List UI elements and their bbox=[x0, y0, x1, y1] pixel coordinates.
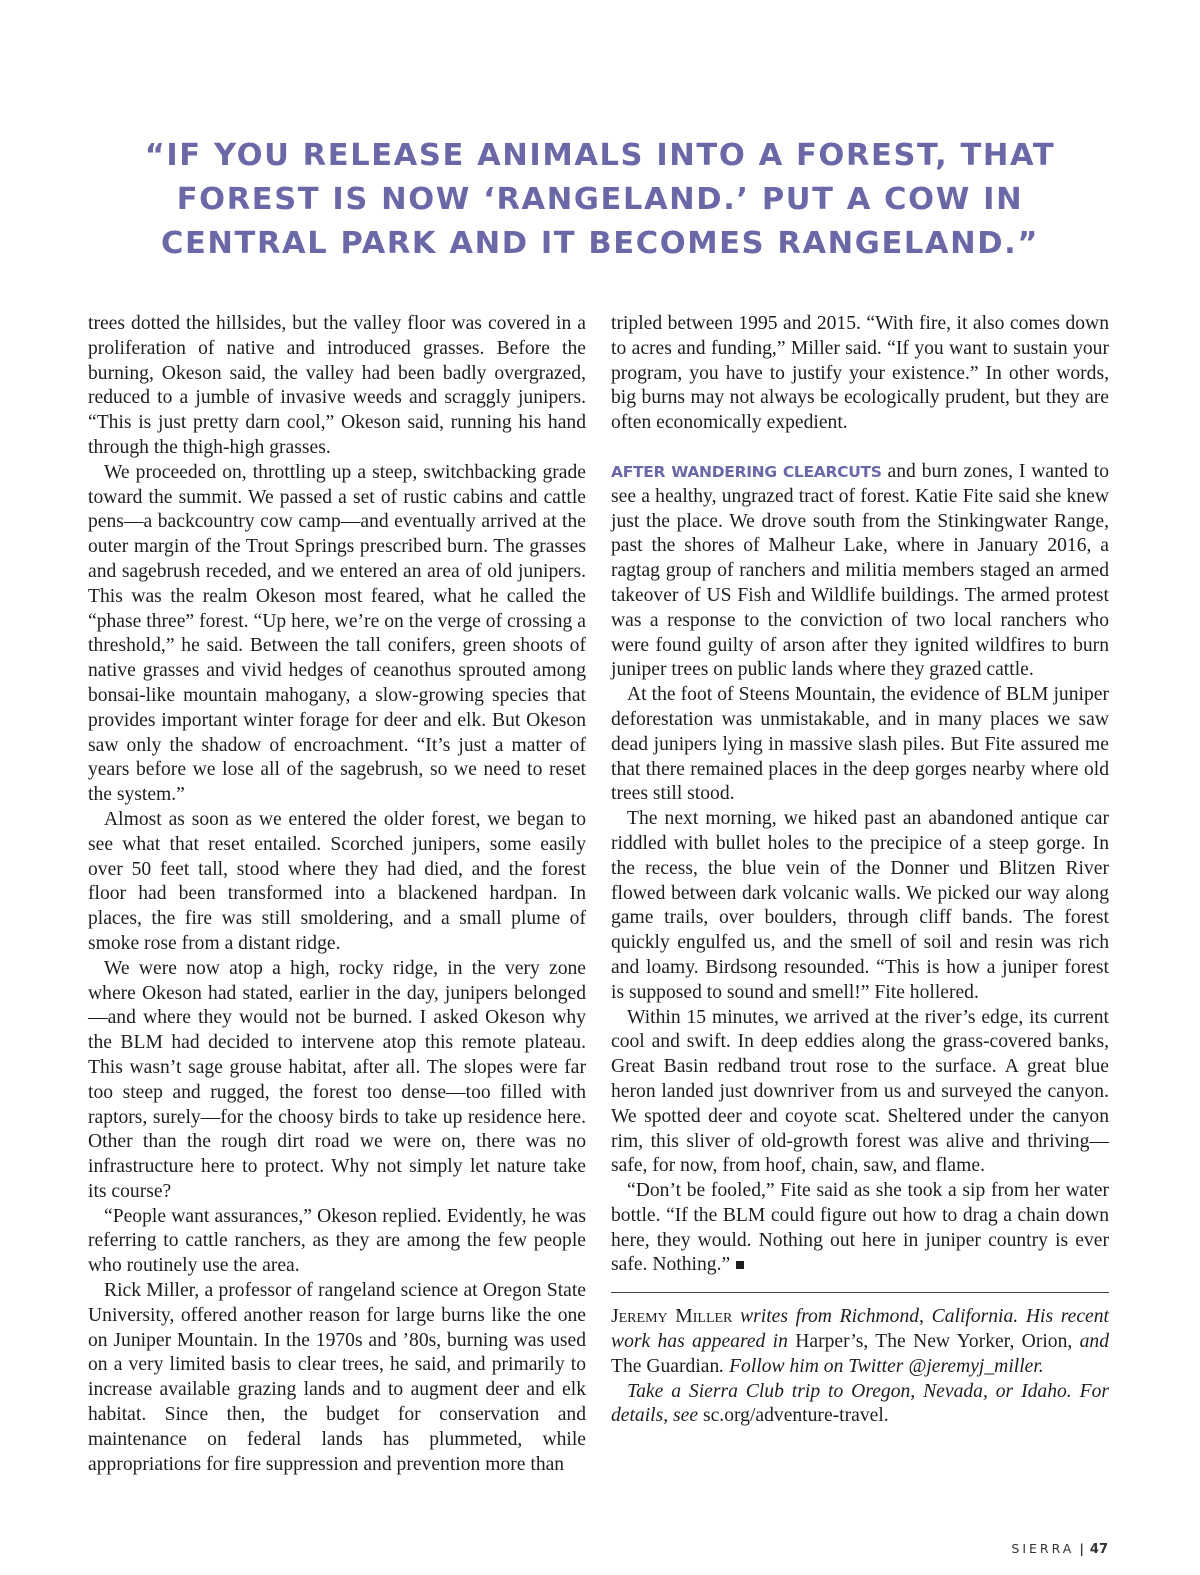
closing-text: “Don’t be fooled,” Fite said as she took a sip from her water bottle. “If the BLM could figure out how to drag a chain down here, they would. Nothing out here in juniper country is ever safe. Nothing.” bbox=[611, 1180, 1109, 1276]
article-column-right bbox=[611, 312, 1109, 1429]
bio-text: , and bbox=[1067, 1331, 1110, 1353]
body-paragraph: We proceeded on, throttling up a steep, switchbacking grade toward the summit. We passed a set of rustic cabins and cattle pens—a backcountry cow camp—and eventually arrived at the outer margin of the Trout Springs prescribed burn. The grasses and sagebrush receded, and we entered an area of old junipers. This was the realm Okeson most feared, what he called the “phase three” forest. “Up here, we’re on the verge of crossing a threshold,” he said. Between the tall conifers, green shoots of native grasses and vivid hedges of ceanothus sprouted among bonsai-like mountain mahogany, a slow-growing species that provides important winter forage for deer and elk. But Okeson saw only the shadow of encroachment. “It’s just a matter of years before we lose all of the sagebrush, so we need to reset the system.” bbox=[88, 461, 586, 806]
publication: The New Yorker bbox=[875, 1331, 1010, 1353]
bio-text: writes from Richmond, California. His recent work has appeared in bbox=[611, 1306, 1109, 1353]
bio-divider bbox=[611, 1292, 1109, 1293]
closing-paragraph bbox=[611, 1179, 1109, 1278]
body-paragraph: Rick Miller, a professor of rangeland science at Oregon State University, offered another reason for large burns like the one on Juniper Mountain. In the 1970s and ’80s, burning was used on a very limited basis to clear trees, he said, and primarily to increase available grazing lands and to augment deer and elk habitat. Since then, the budget for conservation and maintenance on federal lands has plummeted, while appropriations for fire suppression and prevention more than bbox=[88, 1280, 586, 1475]
pull-quote-line: FOREST IS NOW ‘RANGELAND.’ PUT A COW IN bbox=[176, 182, 1024, 217]
body-paragraph: We were now atop a high, rocky ridge, in the very zone where Okeson had stated, earlier in the day, junipers belonged—and where they would not be burned. I asked Okeson why the BLM had decided to intervene atop this remote plateau. This wasn’t sage grouse habitat, after all. The slopes were far too steep and rugged, the forest too dense—too filled with raptors, surely—for the choosy birds to take up residence here. Other than the rough dirt road we were on, there was no infrastructure here to protect. Why not simply let nature take its course? bbox=[88, 957, 586, 1202]
trip-promo bbox=[611, 1380, 1109, 1430]
section-lead-in: AFTER WANDERING CLEARCUTS bbox=[611, 462, 882, 481]
pull-quote bbox=[100, 134, 1100, 266]
body-paragraph: “People want assurances,” Okeson replied. Evidently, he was referring to cattle ranchers, as they are among the few people who routinely use the area. bbox=[88, 1205, 586, 1277]
bio-paragraph bbox=[611, 1305, 1109, 1379]
pull-quote-line: CENTRAL PARK AND IT BECOMES RANGELAND.” bbox=[161, 226, 1039, 261]
bio-separator: , bbox=[1009, 1331, 1022, 1353]
body-paragraph: Almost as soon as we entered the older forest, we began to see what that reset entailed. Scorched junipers, some easily over 50 feet tall, stood where they had died, and the forest floor had been transformed into a blackened hardpan. In places, the fire was still smoldering, and a small plume of smoke rose from a distant ridge. bbox=[88, 808, 586, 954]
section-body: and burn zones, I wanted to see a healthy, ungrazed tract of forest. Katie Fite said she knew just the place. We drove south from the Stinkingwater Range, past the shores of Malheur Lake, where in January 2016, a ragtag group of ranchers and militia members staged an armed takeover of US Fish and Wildlife buildings. The armed protest was a response to the conviction of two local ranchers who were found guilty of arson after they ignited wildfires to burn juniper trees on public lands where they grazed cattle. bbox=[611, 460, 1109, 681]
body-paragraph: The next morning, we hiked past an abandoned antique car riddled with bullet holes to the precipice of a steep gorge. In the recess, the blue vein of the Donner und Blitzen River flowed between dark volcanic walls. We picked our way along game trails, over boulders, through cliff bands. The forest quickly engulfed us, and the smell of soil and resin was rich and loamy. Birdsong resounded. “This is how a juniper forest is supposed to sound and smell!” Fite hollered. bbox=[611, 808, 1109, 1003]
footer-separator: | bbox=[1079, 1541, 1084, 1556]
body-paragraph: Within 15 minutes, we arrived at the river’s edge, its current cool and swift. In deep eddies along the grass-covered banks, Great Basin redband trout rose to the surface. A great blue heron landed just downriver from us and surveyed the canyon. We spotted deer and coyote scat. Sheltered under the canyon rim, this sliver of old-growth forest was alive and thriving—safe, for now, from hoof, chain, saw, and flame. bbox=[611, 1006, 1109, 1177]
author-name: Jeremy Miller bbox=[611, 1306, 733, 1328]
publication: Orion bbox=[1021, 1331, 1068, 1353]
publication: Harper’s bbox=[795, 1331, 864, 1353]
trip-promo-text: Take a Sierra Club trip to Oregon, Nevada, or Idaho. For details, see bbox=[611, 1380, 1109, 1427]
page-footer bbox=[1011, 1541, 1108, 1557]
body-paragraph: tripled between 1995 and 2015. “With fire, it also comes down to acres and funding,” Miller said. “If you want to sustain your program, you have to justify your existence.” In other words, big burns may not always be ecologically prudent, but they are often economically expedient. bbox=[611, 313, 1109, 434]
section-opening-paragraph bbox=[611, 460, 1109, 683]
author-bio bbox=[611, 1305, 1109, 1429]
body-paragraph: trees dotted the hillsides, but the valley floor was covered in a proliferation of native and introduced grasses. Before the burning, Okeson said, the valley had been badly overgrazed, reduced to a jumble of invasive weeds and scraggly junipers. “This is just pretty darn cool,” Okeson said, running his hand through the thigh-high grasses. bbox=[88, 313, 586, 458]
trip-promo-end: . bbox=[883, 1405, 889, 1427]
twitter-handle-text: . Follow him on Twitter @jeremyj_miller. bbox=[719, 1355, 1044, 1377]
pull-quote-line: “IF YOU RELEASE ANIMALS INTO A FOREST, THAT bbox=[144, 138, 1056, 173]
publication: The Guardian bbox=[611, 1355, 720, 1377]
magazine-name: SIERRA bbox=[1011, 1541, 1075, 1556]
body-paragraph: At the foot of Steens Mountain, the evidence of BLM juniper deforestation was unmistakable, and in many places we saw dead junipers lying in massive slash piles. But Fite assured me that there remained places in the deep gorges nearby where old trees still stood. bbox=[611, 684, 1109, 805]
trip-link[interactable]: sc.org/adventure-travel bbox=[702, 1405, 884, 1427]
article-column-left bbox=[88, 312, 586, 1477]
end-mark-icon bbox=[736, 1261, 744, 1269]
bio-separator: , bbox=[863, 1331, 876, 1353]
page-number: 47 bbox=[1089, 1542, 1108, 1557]
